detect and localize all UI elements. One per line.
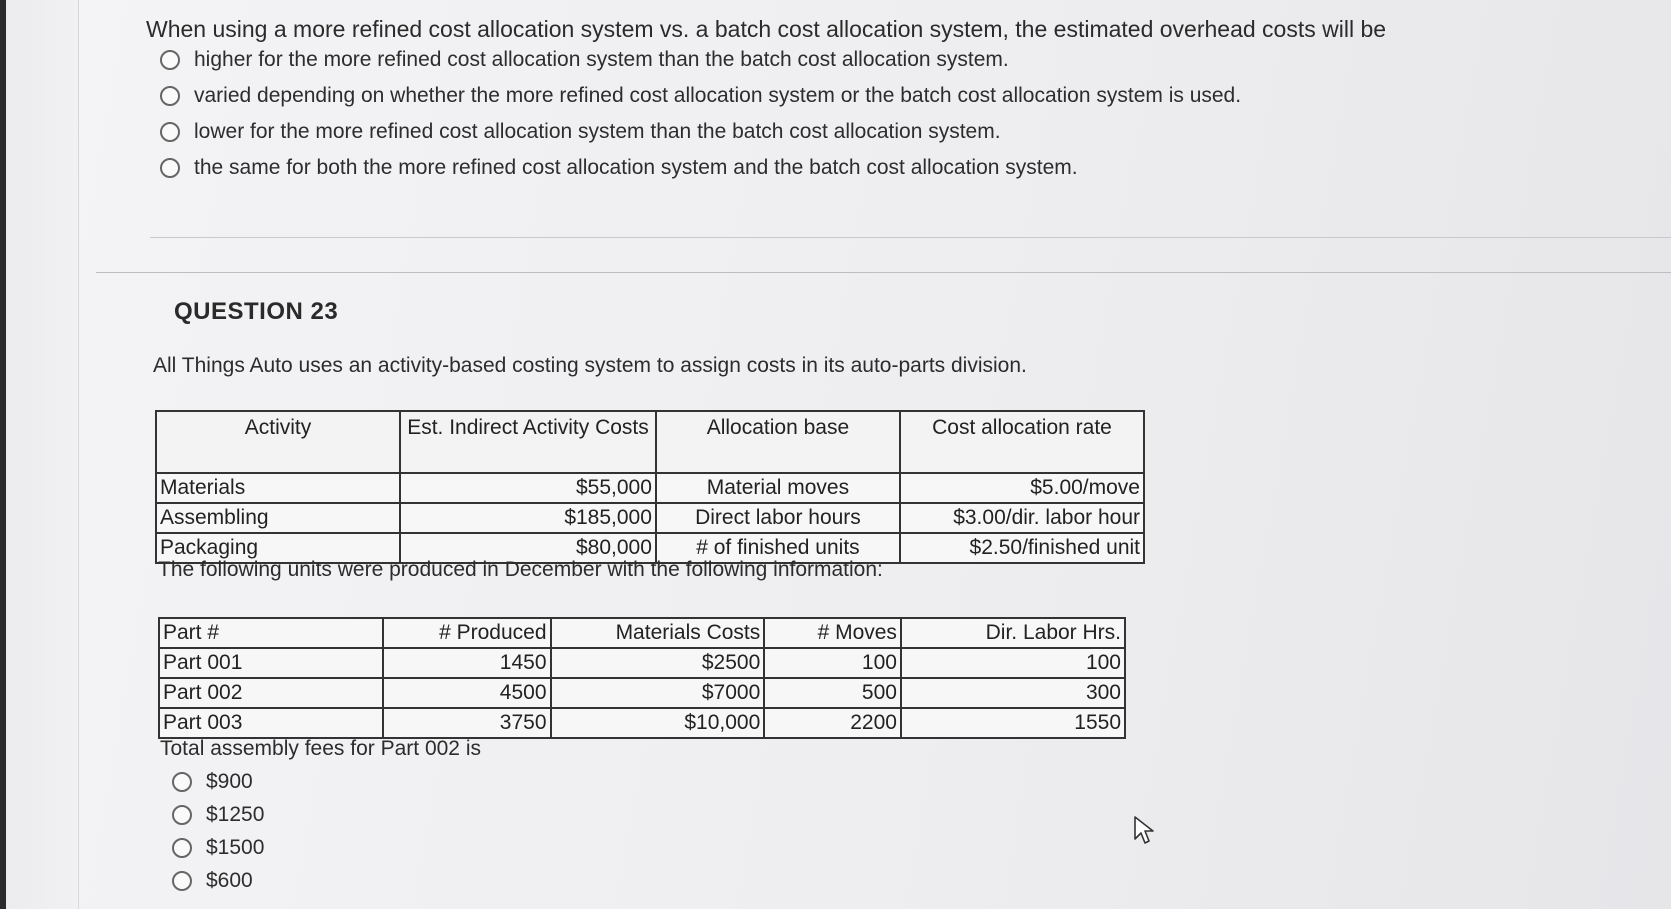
- radio-icon[interactable]: [172, 838, 192, 858]
- header-part: Part #: [159, 618, 383, 648]
- answer-option-3-label: $1500: [206, 836, 265, 859]
- left-rail: [6, 0, 79, 909]
- cell: 500: [764, 678, 901, 708]
- activity-table: [155, 410, 1145, 564]
- table-header-row: [156, 411, 1144, 473]
- following-text: The following units were produced in December with the following information:: [158, 558, 883, 581]
- question-prompt: Total assembly fees for Part 002 is: [160, 737, 481, 760]
- radio-icon[interactable]: [172, 772, 192, 792]
- cell: $2.50/finished unit: [900, 533, 1144, 563]
- header-rate: Cost allocation rate: [900, 411, 1144, 473]
- table-row: [159, 648, 1125, 678]
- prev-option-2-label: varied depending on whether the more refined cost allocation system or the batch cost allocation system is used.: [194, 84, 1242, 107]
- prev-option-4-label: the same for both the more refined cost allocation system and the batch cost allocation system.: [194, 156, 1078, 179]
- header-labor-hrs: Dir. Labor Hrs.: [901, 618, 1125, 648]
- cell: Assembling: [156, 503, 400, 533]
- table-row: [156, 503, 1144, 533]
- divider: [150, 237, 1671, 238]
- cell: $185,000: [400, 503, 656, 533]
- cell: $5.00/move: [900, 473, 1144, 503]
- prev-option-3[interactable]: [160, 120, 1001, 144]
- header-allocation-base: Allocation base: [656, 411, 900, 473]
- prev-option-4[interactable]: [160, 156, 1078, 180]
- cell: 3750: [383, 708, 551, 738]
- cell: $2500: [551, 648, 765, 678]
- cell: 1550: [901, 708, 1125, 738]
- header-activity: Activity: [156, 411, 400, 473]
- header-est-costs: Est. Indirect Activity Costs: [400, 411, 656, 473]
- cell: 1450: [383, 648, 551, 678]
- answer-option-3[interactable]: [172, 836, 264, 860]
- answer-option-1-label: $900: [206, 770, 253, 793]
- radio-icon[interactable]: [160, 158, 180, 178]
- prev-question-stem: When using a more refined cost allocation system vs. a batch cost allocation system, the estimated overhead costs will be: [146, 16, 1387, 42]
- cell: Materials: [156, 473, 400, 503]
- prev-option-1-label: higher for the more refined cost allocation system than the batch cost allocation system.: [194, 48, 1009, 71]
- cell: Direct labor hours: [656, 503, 900, 533]
- cell: Material moves: [656, 473, 900, 503]
- radio-icon[interactable]: [172, 871, 192, 891]
- cell: 2200: [764, 708, 901, 738]
- radio-icon[interactable]: [160, 50, 180, 70]
- answer-option-2[interactable]: [172, 803, 264, 827]
- question-separator: [96, 272, 1671, 273]
- cell: 4500: [383, 678, 551, 708]
- radio-icon[interactable]: [160, 122, 180, 142]
- answer-option-1[interactable]: [172, 770, 253, 794]
- header-moves: # Moves: [764, 618, 901, 648]
- question-intro: All Things Auto uses an activity-based costing system to assign costs in its auto-parts division.: [153, 354, 1027, 377]
- table-row: [159, 708, 1125, 738]
- cell: $7000: [551, 678, 765, 708]
- cell: 300: [901, 678, 1125, 708]
- cell: # of finished units: [656, 533, 900, 563]
- prev-option-1[interactable]: [160, 48, 1009, 72]
- radio-icon[interactable]: [172, 805, 192, 825]
- prev-option-3-label: lower for the more refined cost allocation system than the batch cost allocation system.: [194, 120, 1001, 143]
- cell: Part 001: [159, 648, 383, 678]
- parts-table: [158, 617, 1126, 739]
- radio-icon[interactable]: [160, 86, 180, 106]
- header-produced: # Produced: [383, 618, 551, 648]
- table-header-row: [159, 618, 1125, 648]
- cell: $80,000: [400, 533, 656, 563]
- cell: Part 003: [159, 708, 383, 738]
- question-title: QUESTION 23: [174, 298, 339, 325]
- prev-option-2[interactable]: [160, 84, 1241, 108]
- cell: $55,000: [400, 473, 656, 503]
- table-row: [159, 678, 1125, 708]
- header-materials-costs: Materials Costs: [551, 618, 765, 648]
- answer-option-4[interactable]: [172, 869, 253, 893]
- mouse-cursor-icon: [1133, 815, 1157, 847]
- cell: $3.00/dir. labor hour: [900, 503, 1144, 533]
- answer-option-4-label: $600: [206, 869, 253, 892]
- table-row: [156, 473, 1144, 503]
- cell: Part 002: [159, 678, 383, 708]
- cell: $10,000: [551, 708, 765, 738]
- cell: Packaging: [156, 533, 400, 563]
- cell: 100: [764, 648, 901, 678]
- answer-option-2-label: $1250: [206, 803, 265, 826]
- cell: 100: [901, 648, 1125, 678]
